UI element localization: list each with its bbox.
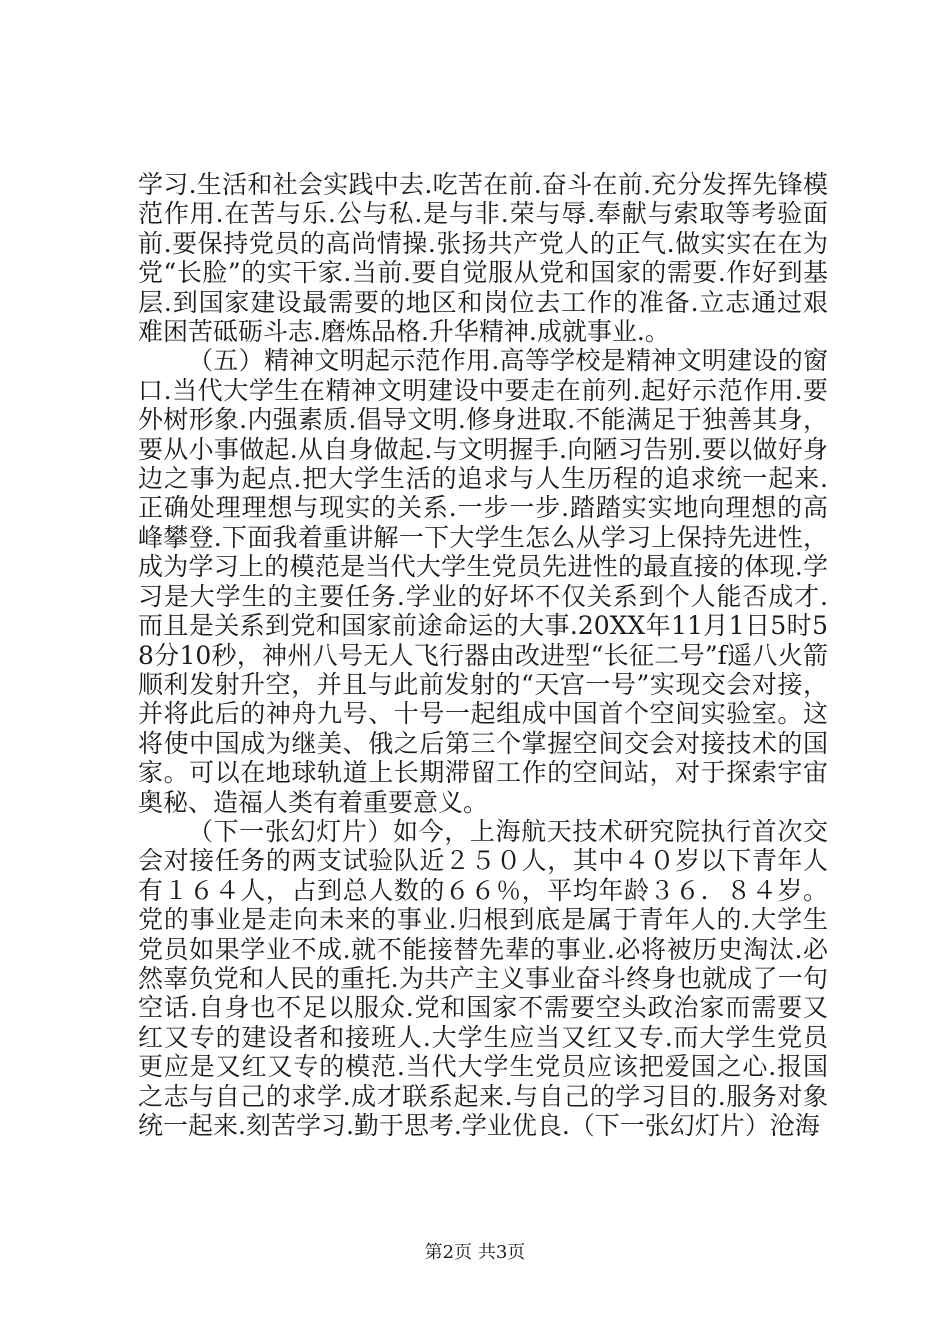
page-footer [0,1238,950,1264]
paragraph-3: （下一张幻灯片）如今，上海航天技术研究院执行首次交会对接任务的两支试验队近２５０人，其中４０岁以下青年人有１６４人，占到总人数的６６％，平均年龄３６．８４岁。党的事业是走向未来的事业.归根到底是属于青年人的.大学生党员如果学业不成.就不能接替先辈的事业.必将被历史淘汰.必然辜负党和人民的重托.为共产主义事业奋斗终身也就成了一句空话.自身也不足以服众.党和国家不需要空头政治家而需要又红又专的建设者和接班人.大学生应当又红又专.而大学生党员更应是又红又专的模范.当代大学生党员应该把爱国之心.报国之志与自己的求学.成才联系起来.与自己的学习目的.服务对象统一起来.刻苦学习.勤于思考.学业优良.（下一张幻灯片）沧海 [138,816,828,1140]
document-body [138,170,828,1140]
page-number-label: 第2页 共3页 [424,1242,526,1263]
paragraph-2: （五）精神文明起示范作用.高等学校是精神文明建设的窗口.当代大学生在精神文明建设中要走在前列.起好示范作用.要外树形象.内强素质.倡导文明.修身进取.不能满足于独善其身，要从小事做起.从自身做起.与文明握手.向陋习告别.要以做好身边之事为起点.把大学生活的追求与人生历程的追求统一起来.正确处理理想与现实的关系.一步一步.踏踏实实地向理想的高峰攀登.下面我着重讲解一下大学生怎么从学习上保持先进性，成为学习上的模范是当代大学生党员先进性的最直接的体现.学习是大学生的主要任务.学业的好坏不仅关系到个人能否成才.而且是关系到党和国家前途命运的大事.20XX年11月1日5时58分10秒，神州八号无人飞行器由改进型“长征二号”f遥八火箭顺利发射升空，并且与此前发射的“天宫一号”实现交会对接，并将此后的神舟九号、十号一起组成中国首个空间实验室。这将使中国成为继美、俄之后第三个掌握空间交会对接技术的国家。可以在地球轨道上长期滞留工作的空间站，对于探索宇宙奥秘、造福人类有着重要意义。 [138,346,828,817]
paragraph-1: 学习.生活和社会实践中去.吃苦在前.奋斗在前.充分发挥先锋模范作用.在苦与乐.公与私.是与非.荣与辱.奉献与索取等考验面前.要保持党员的高尚情操.张扬共产党人的正气.做实实在在为党“长脸”的实干家.当前.要自觉服从党和国家的需要.作好到基层.到国家建设最需要的地区和岗位去工作的准备.立志通过艰难困苦砥砺斗志.磨炼品格.升华精神.成就事业.。 [138,170,828,347]
